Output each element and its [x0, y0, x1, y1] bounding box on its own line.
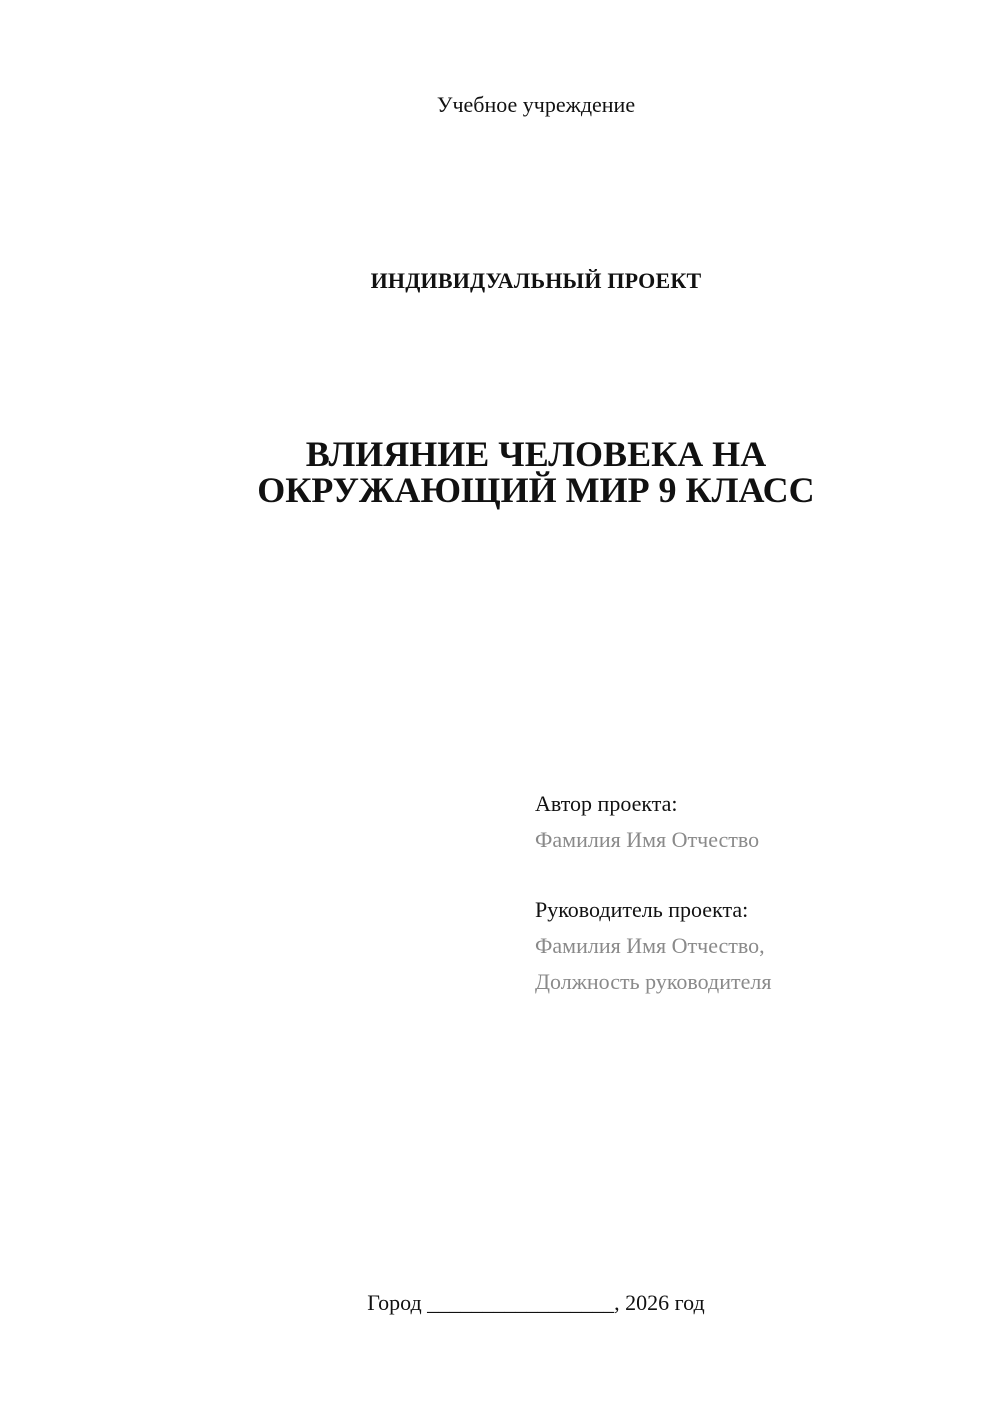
- supervisor-name: Фамилия Имя Отчество,: [535, 933, 765, 958]
- institution-name: Учебное учреждение: [436, 92, 636, 117]
- author-name: Фамилия Имя Отчество: [535, 827, 760, 852]
- project-info-block: [535, 786, 771, 1000]
- document-type: ИНДИВИДУАЛЬНЫЙ ПРОЕКТ: [370, 268, 702, 293]
- city-year-line: Город _________________, 2026 год: [367, 1290, 705, 1315]
- project-title-line-1: ВЛИЯНИЕ ЧЕЛОВЕКА НА: [305, 434, 767, 474]
- supervisor-position: Должность руководителя: [535, 969, 772, 994]
- supervisor-label: Руководитель проекта:: [535, 897, 749, 922]
- info-spacer: [535, 858, 771, 892]
- project-title: [0, 436, 1000, 508]
- project-title-line-2: ОКРУЖАЮЩИЙ МИР 9 КЛАСС: [257, 470, 815, 510]
- author-label: Автор проекта:: [535, 791, 678, 816]
